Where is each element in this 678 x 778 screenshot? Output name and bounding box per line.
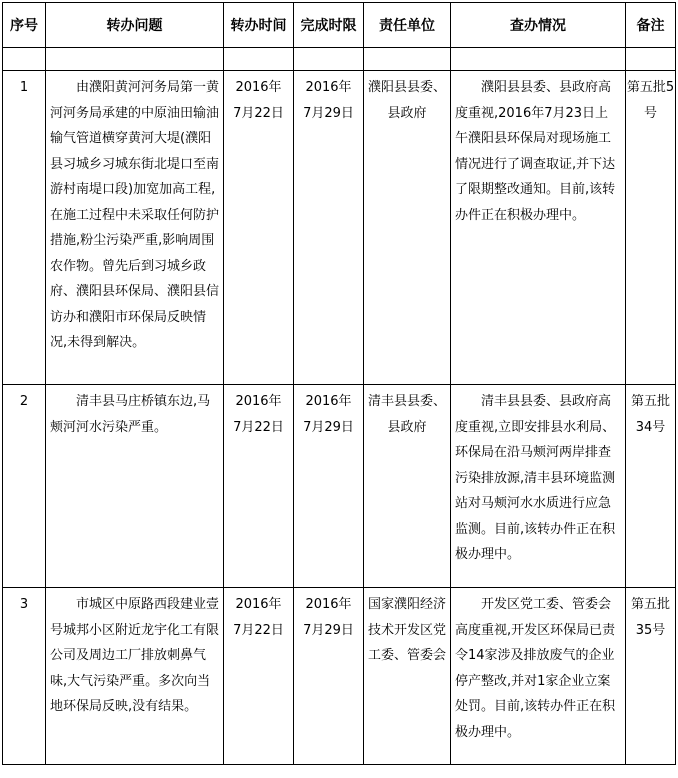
- row-status: 开发区党工委、管委会高度重视,开发区环保局已责令14家涉及排放废气的企业停产整改,并对1家企业立案处罚。目前,该转办件正在积极办理中。: [451, 588, 626, 765]
- row-unit: 国家濮阳经济技术开发区党工委、管委会: [364, 588, 451, 765]
- row-date: [224, 385, 294, 588]
- row-status: 濮阳县县委、县政府高度重视,2016年7月23日上午濮阳县环保局对现场施工情况进行了调查取证,并下达了限期整改通知。目前,该转办件正在积极办理中。: [451, 71, 626, 385]
- row-num: 2: [3, 385, 46, 588]
- spacer-row: [3, 48, 676, 71]
- row-date-year: 2016年: [235, 597, 282, 612]
- table-row: [3, 71, 676, 385]
- row-issue: 清丰县马庄桥镇东边,马颊河河水污染严重。: [46, 385, 224, 588]
- row-deadline-year: 2016年: [305, 80, 352, 95]
- row-date: [224, 71, 294, 385]
- header-num: 序号: [3, 3, 46, 48]
- row-deadline-day: 7月29日: [303, 419, 354, 435]
- row-deadline-day: 7月29日: [303, 622, 354, 638]
- row-date-day: 7月22日: [233, 105, 284, 121]
- row-date-day: 7月22日: [233, 622, 284, 638]
- row-date: [224, 588, 294, 765]
- table-row: [3, 385, 676, 588]
- row-issue: 市城区中原路西段建业壹号城邦小区附近龙宇化工有限公司及周边工厂排放刺鼻气味,大气污染严重。多次向当地环保局反映,没有结果。: [46, 588, 224, 765]
- header-row: [3, 3, 676, 48]
- row-issue: 由濮阳黄河河务局第一黄河河务局承建的中原油田输油输气管道横穿黄河大堤(濮阳县习城乡习城东街北堤口至南游村南堤口段)加宽加高工程,在施工过程中未采取任何防护措施,粉尘污染严重,影响周围农作物。曾先后到习城乡政府、濮阳县环保局、濮阳县信访办和濮阳市环保局反映情况,未得到解决。: [46, 71, 224, 385]
- row-date-day: 7月22日: [233, 419, 284, 435]
- header-status: 查办情况: [451, 3, 626, 48]
- row-num: 1: [3, 71, 46, 385]
- row-deadline-day: 7月29日: [303, 105, 354, 121]
- row-note: 第五批35号: [626, 588, 676, 765]
- transfer-table: [2, 2, 676, 765]
- row-note: 第五批5号: [626, 71, 676, 385]
- row-deadline-year: 2016年: [305, 597, 352, 612]
- row-unit: 濮阳县县委、县政府: [364, 71, 451, 385]
- row-deadline: [294, 385, 364, 588]
- header-note: 备注: [626, 3, 676, 48]
- row-num: 3: [3, 588, 46, 765]
- header-date: 转办时间: [224, 3, 294, 48]
- header-deadline: 完成时限: [294, 3, 364, 48]
- table-row: [3, 588, 676, 765]
- row-deadline: [294, 588, 364, 765]
- row-unit: 清丰县县委、县政府: [364, 385, 451, 588]
- header-issue: 转办问题: [46, 3, 224, 48]
- header-unit: 责任单位: [364, 3, 451, 48]
- row-date-year: 2016年: [235, 80, 282, 95]
- row-deadline: [294, 71, 364, 385]
- row-status: 清丰县县委、县政府高度重视,立即安排县水利局、环保局在沿马颊河两岸排查污染排放源,清丰县环境监测站对马颊河水水质进行应急监测。目前,该转办件正在积极办理中。: [451, 385, 626, 588]
- row-deadline-year: 2016年: [305, 394, 352, 409]
- row-date-year: 2016年: [235, 394, 282, 409]
- row-note: 第五批34号: [626, 385, 676, 588]
